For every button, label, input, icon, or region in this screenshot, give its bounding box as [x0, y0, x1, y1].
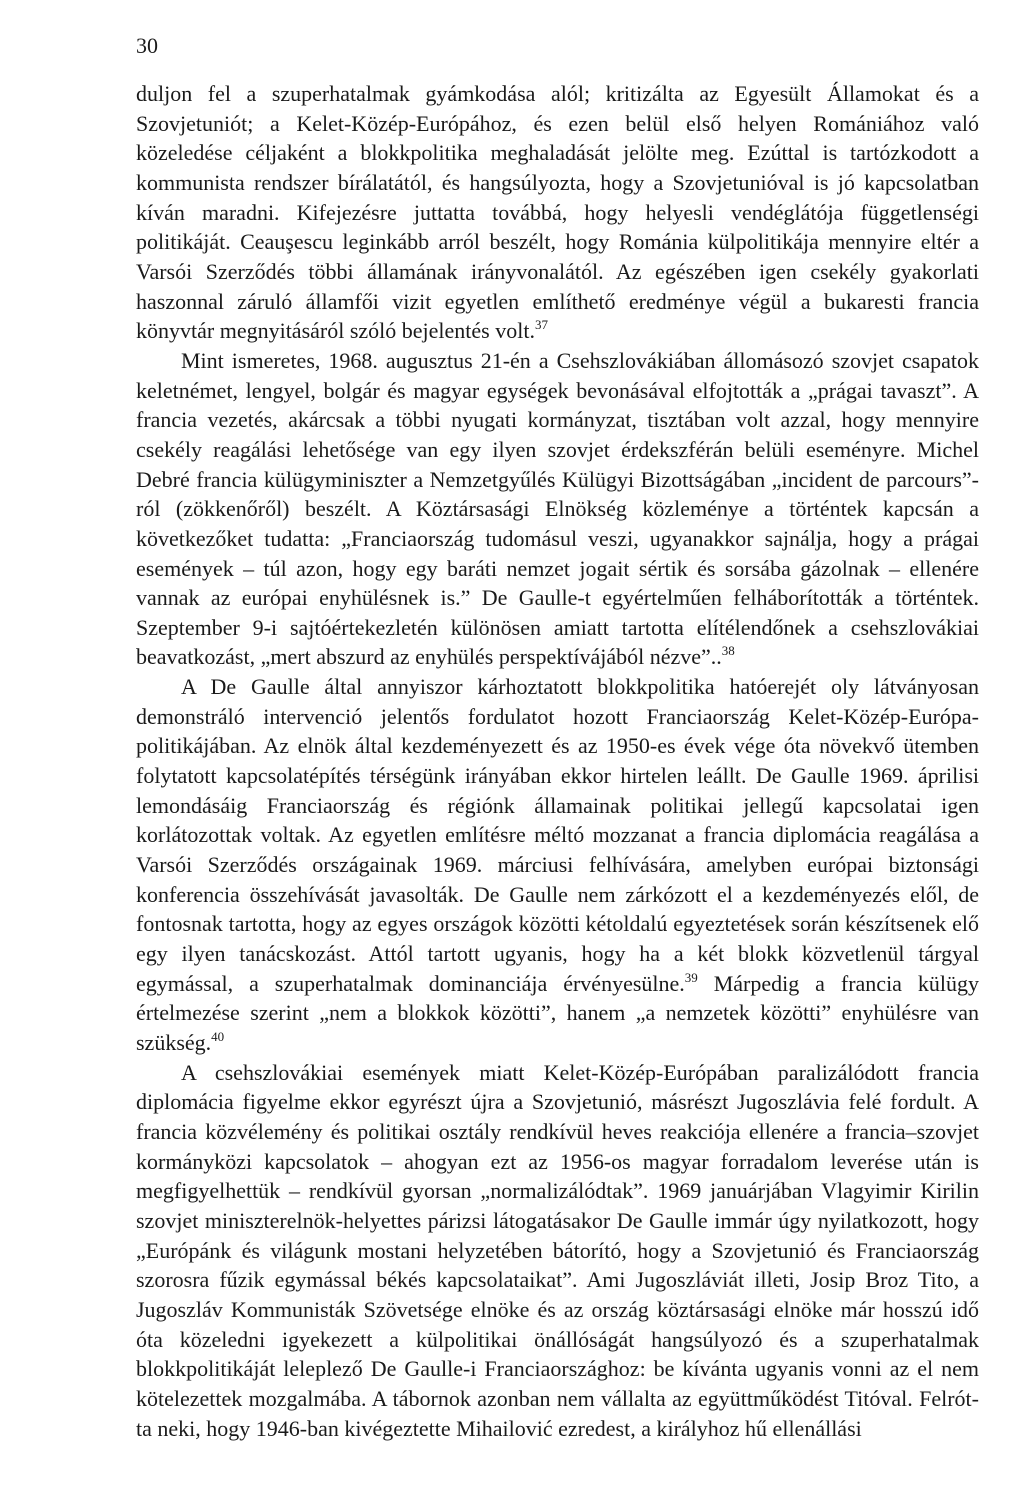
- footnote-marker: 40: [211, 1029, 225, 1044]
- paragraph-text: duljon fel a szuperhatalmak gyámkodása alól; kritizálta az Egyesült Államokat és a Szovjetuniót; a Kelet-Közép-Európához, és ezen belül első helyen Romániához való közeledése céljaként a blokkpolitika meghaladását jelölte meg. Ezúttal is tartózkodott a kommunista rendszer bírálatától, és hangsúlyozta, hogy a Szovjetunióval is jó kapcsolatban kíván maradni. Kifejezésre juttatta továbbá, hogy helyesli vendéglátója függetlenségi politikáját. Ceauşescu leginkább arról beszélt, hogy Románia külpolitikája mennyire eltér a Varsói Szerződés többi államának irányvonalától. Az egészében igen csekély gyakorlati haszonnal záruló államfői vizit egyetlen említhető eredménye végül a bukaresti francia könyvtár megnyitásáról szóló bejelentés volt.: [136, 81, 979, 344]
- footnote-marker: 37: [534, 317, 548, 333]
- paragraph-text: A De Gaulle által annyiszor kárhoztatott blokkpolitika hatóerejét oly látványosan demonstráló intervenció jelentős fordulatot hozott Franciaország Kelet-Közép-Európa-politikájában. Az elnök által kezdeményezett és az 1950-es évek vége óta növekvő ütemben folytatott kapcsolatépítés térségünk irányában ekkor hirtelen leállt. De Gaulle 1969. áprilisi lemondásáig Franciaország és régiónk államainak politikai jellegű kapcsolatai igen korlátozottak voltak. Az egyetlen említésre méltó mozzanat a francia diplomácia reagálása a Varsói Szerződés országainak 1969. márciusi felhívására, amelyben európai biztonsági konferencia összehívását javasolták. De Gaulle nem zárkózott el a kezdeményezés elől, de fontosnak tartotta, hogy az egyes országok közötti kétoldalú egyeztetések során készítsenek elő egy ilyen tanácskozást. Attól tartott ugyanis, hogy ha a két blokk közvetlenül tárgyal egymással, a szuperhatalmak dominanciája érvényesülne.: [136, 674, 979, 996]
- paragraph: [136, 1058, 979, 1444]
- footnote-marker: 38: [721, 643, 735, 659]
- paragraph-text: A csehszlovákiai események miatt Kelet-Közép-Európában paralizálódott francia diplomácia figyelme ekkor egyrészt újra a Szovjetunió, másrészt Jugoszlávia felé fordult. A francia közvélemény és politikai osztály rendkívül heves reakciója ellenére a francia–szovjet kormányközi kapcsolatok – ahogyan ezt az 1956-os magyar forradalom leverése után is megfigyelhettük – rendkívül gyorsan „normalizálódtak”. 1969 januárjában Vlagyimir Kirilin szovjet miniszterelnök-helyettes párizsi látogatásakor De Gaulle immár úgy nyilatkozott, hogy „Európánk és világunk mostani helyzetében bátorító, hogy a Szovjetunió és Franciaország szorosra fűzik egymással békés kapcsolataikat”. Ami Jugoszláviát illeti, Josip Broz Tito, a Jugoszláv Kommunisták Szövetsége elnöke és az ország köztársasági elnöke már hosszú idő óta közeledni igyekezett a külpolitikai önállóságát hangsúlyozó és a szuperhatalmak blokkpolitikáját leleplező De Gaulle-i Franciaországhoz: be kívánta ugyanis vonni az el nem kötelezettek mozgalmába. A tábornok azonban nem vállalta az együttműködést Titóval. Felrótta neki, hogy 1946-ban kivégeztette Mihailović ezredest, a királyhoz hű ellenállási: [136, 1059, 979, 1441]
- paragraph-text: .: [716, 644, 722, 670]
- footnote-marker: 39: [684, 969, 698, 985]
- body-text: [136, 79, 979, 1443]
- paragraph-text: Márpedig a francia külügy értelmezése szerint „nem a blokkok közötti”, hanem „a nemzetek közötti” enyhülésre van szükség.: [136, 970, 979, 1055]
- paragraph: [136, 346, 979, 672]
- paragraph-text: Mint ismeretes, 1968. augusztus 21-én a Csehszlovákiában állomásozó szovjet csapatok keletnémet, lengyel, bolgár és magyar egységek bevonásával elfojtották a „prágai tavaszt”. A francia vezetés, akárcsak a többi nyugati kormányzat, tisztában volt azzal, hogy mennyire csekély reagálási lehetősége van egy ilyen szovjet érdekszférán belüli eseményre. Michel Debré francia külügyminiszter a Nemzetgyűlés Külügyi Bizottságában „incident de parcours”-ról (zökkenőről) beszélt. A Köztársasági Elnökség közleménye a történtek kapcsán a következőket tudatta: „Franciaország tudomásul veszi, ugyanakkor sajnálja, hogy a prágai események – túl azon, hogy egy baráti nemzet jogait sértik és sorsába gázolnak – ellenére vannak az európai enyhülésnek is.” De Gaulle-t egyértelműen felháborították a történtek. Szeptember 9-i sajtóértekezletén különösen amiatt tartotta elítélendőnek a csehszlovákiai beavatkozást, „mert abszurd az enyhülés perspektívájából nézve”.: [136, 347, 979, 670]
- paragraph: [136, 672, 979, 1058]
- paragraph: [136, 79, 979, 346]
- page-number: 30: [136, 33, 158, 58]
